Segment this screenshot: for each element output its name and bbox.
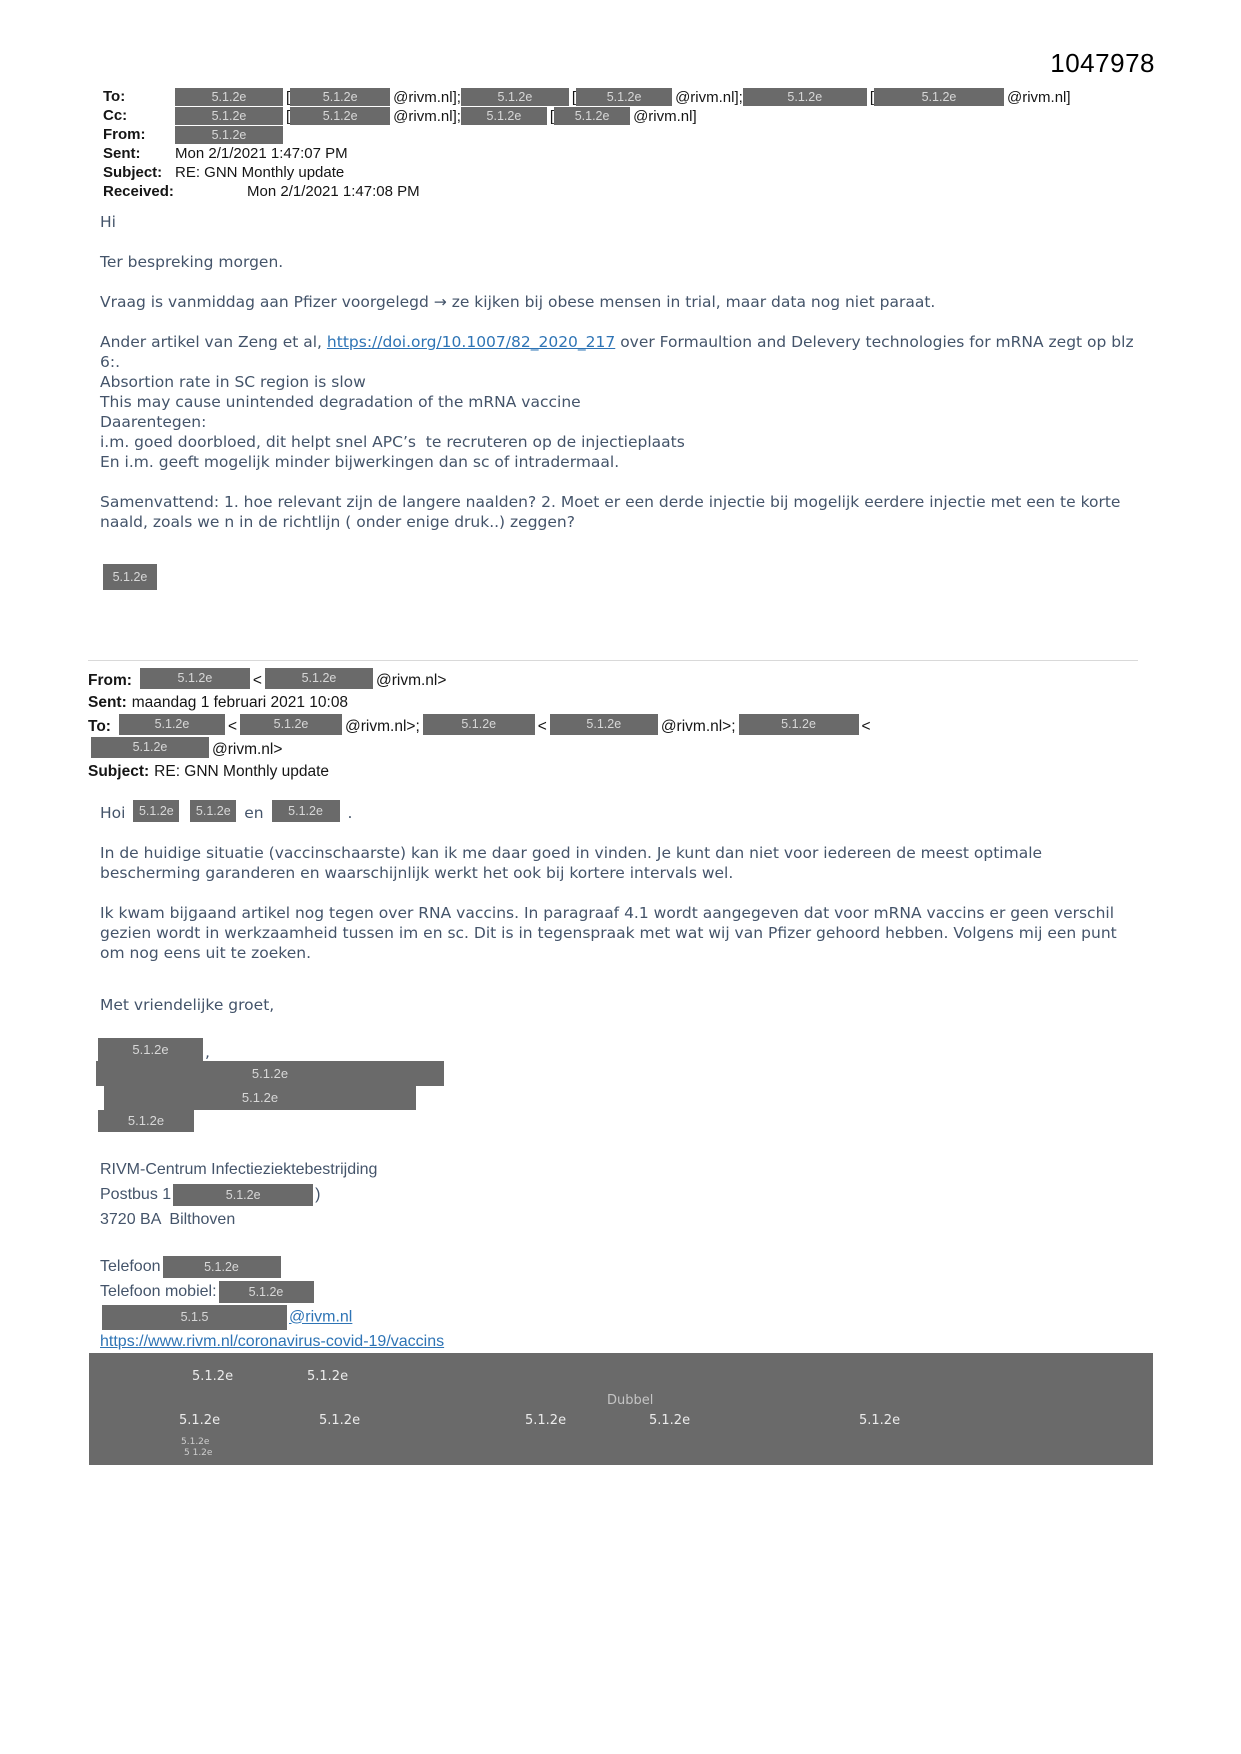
link[interactable]: @rivm.nl xyxy=(289,1308,353,1326)
text-run: Hi xyxy=(100,213,116,231)
redaction-box: 5.1.2e xyxy=(98,1110,194,1132)
signature-line xyxy=(100,1208,444,1233)
redaction-box: 5.1.2e xyxy=(98,1038,203,1061)
redaction-box: 5.1.2e xyxy=(554,107,630,125)
redaction-box: 5.1.2e xyxy=(240,714,342,735)
paragraph xyxy=(100,843,1145,883)
header-label-from: From: xyxy=(103,126,146,143)
text-run: @rivm.nl> xyxy=(212,741,283,758)
header-row-to xyxy=(88,714,958,760)
signature-redaction-row xyxy=(96,1038,444,1061)
redaction-box: 5.1.5 xyxy=(102,1305,287,1330)
banner-label: 5.1.2e xyxy=(181,1437,210,1447)
text-run: over Formaultion and Delevery technologies for mRNA zegt op blz 6:. xyxy=(100,333,1134,371)
email1-body xyxy=(100,212,1145,591)
redaction-box: 5.1.2e xyxy=(133,800,179,822)
text-run: Met vriendelijke groet, xyxy=(100,996,275,1014)
redaction-box: 5.1.2e xyxy=(175,88,283,106)
text-run: Ik kwam bijgaand artikel nog tegen over RNA vaccins. In paragraaf 4.1 wordt aangegeven dat voor mRNA vaccins er geen verschil gezien wordt in werkzaamheid tussen im en sc. Dit is in tegenspraak met wat wij van Pfizer gehoord hebben. Volgens mij een punt om nog eens uit te zoeken. xyxy=(100,904,1117,962)
paragraph xyxy=(100,903,1145,963)
header-label-to: To: xyxy=(88,718,111,735)
text-run: 3720 BA Bilthoven xyxy=(100,1210,236,1228)
text-run: en xyxy=(239,804,269,822)
header-row-subject xyxy=(88,761,958,782)
text-run: Absortion rate in SC region is slow xyxy=(100,373,366,391)
signature-line xyxy=(100,1305,444,1330)
paragraph xyxy=(100,995,1145,1015)
paragraph xyxy=(100,252,1145,272)
paragraph xyxy=(100,412,1145,432)
text-run: < xyxy=(537,718,547,735)
paragraph xyxy=(100,392,1145,412)
signature-redaction-row xyxy=(96,1110,444,1132)
text-run: @rivm.nl]; xyxy=(393,108,461,125)
redaction-box: 5.1.2e xyxy=(290,88,390,106)
redaction-box: 5.1.2e xyxy=(175,107,283,125)
banner-label: 5.1.2e xyxy=(307,1369,349,1384)
text-run: [ xyxy=(286,89,291,106)
paragraph xyxy=(100,492,1145,532)
header-label-cc: Cc: xyxy=(103,107,128,124)
redaction-box: 5.1.2e xyxy=(190,800,236,822)
text-run: @rivm.nl] xyxy=(1006,89,1071,106)
redaction-box: 5.1.2e xyxy=(175,126,283,144)
text-run: Ander artikel van Zeng et al, xyxy=(100,333,327,351)
text-run: In de huidige situatie (vaccinschaarste) kan ik me daar goed in vinden. Je kunt dan niet voor iedereen de meest optimale bescherming garanderen en waarschijnlijk werkt het ook bij kortere intervals wel. xyxy=(100,844,1043,882)
banner-label: 5.1.2e xyxy=(179,1413,221,1428)
text-run: . xyxy=(342,804,353,822)
header-row-from xyxy=(88,668,958,691)
signature-redaction-row xyxy=(96,1061,444,1086)
text-run: [ xyxy=(869,89,874,106)
email1-header xyxy=(103,88,1071,202)
text-run: Hoi xyxy=(100,804,131,822)
header-value-received: Mon 2/1/2021 1:47:08 PM xyxy=(247,183,420,200)
signature-line xyxy=(100,1330,444,1355)
banner-label: 5.1.2e xyxy=(525,1413,567,1428)
redaction-box: 5.1.2e xyxy=(550,714,658,735)
text-run: i.m. goed doorbloed, dit helpt snel APC’s te recruteren op de injectieplaats xyxy=(100,433,685,451)
text-run: Ter bespreking morgen. xyxy=(100,253,284,271)
redaction-box: 5.1.2e xyxy=(290,107,390,125)
redaction-box: 5.1.2e xyxy=(163,1256,281,1278)
header-value-cc xyxy=(175,107,697,125)
link[interactable]: https://www.rivm.nl/coronavirus-covid-19/vaccins xyxy=(100,1333,445,1351)
text-run: Samenvattend: 1. hoe relevant zijn de langere naalden? 2. Moet er een derde injectie bij mogelijk eerdere injectie met een te korte naald, zoals we n in de richtlijn ( onder enige druk..) zeggen? xyxy=(100,493,1121,531)
signature-line xyxy=(100,1255,444,1280)
banner-label: Dubbel xyxy=(607,1393,654,1408)
header-row-subject xyxy=(103,164,1071,183)
text-run: Postbus 1 xyxy=(100,1185,172,1203)
text-run: @rivm.nl>; xyxy=(660,718,736,735)
redaction-box: 5.1.2e xyxy=(874,88,1004,106)
header-label-to: To: xyxy=(103,88,126,105)
header-row-to xyxy=(103,88,1071,107)
redaction-box: 5.1.2e xyxy=(461,107,547,125)
header-label-received: Received: xyxy=(103,183,174,200)
redaction-box: 5.1.2e xyxy=(743,88,867,106)
header-value-subject: RE: GNN Monthly update xyxy=(154,763,330,780)
paragraph xyxy=(100,564,1145,591)
redaction-box: 5.1.2e xyxy=(119,714,225,735)
header-label-from: From: xyxy=(88,672,132,689)
redaction-box: 5.1.2e xyxy=(103,564,157,590)
signature-redaction-block xyxy=(96,1038,444,1132)
text-run: , xyxy=(205,1043,210,1061)
text-run: Telefoon mobiel: xyxy=(100,1282,217,1300)
text-run: Telefoon xyxy=(100,1257,161,1275)
email2-header xyxy=(88,668,958,783)
text-run: < xyxy=(861,718,871,735)
header-label-subject: Subject: xyxy=(88,763,150,780)
header-value-sent: Mon 2/1/2021 1:47:07 PM xyxy=(175,145,348,162)
paragraph xyxy=(100,432,1145,452)
text-run: [ xyxy=(571,89,577,106)
redaction-box: 5.1.2e xyxy=(272,800,340,822)
document-number: 1047978 xyxy=(1050,48,1155,78)
header-row-received xyxy=(103,183,1071,202)
text-run: RIVM-Centrum Infectieziektebestrijding xyxy=(100,1161,378,1178)
signature-redaction-row xyxy=(96,1086,444,1110)
signature-line xyxy=(100,1183,444,1208)
rivm-signature xyxy=(100,1158,444,1355)
header-row-cc xyxy=(103,107,1071,126)
header-value-from xyxy=(175,126,286,144)
redaction-box: 5.1.2e xyxy=(140,668,250,689)
redaction-box: 5.1.2e xyxy=(173,1184,313,1206)
header-label-subject: Subject: xyxy=(103,164,163,181)
text-run: @rivm.nl> xyxy=(375,672,447,689)
email2-body xyxy=(100,800,1145,1015)
text-run: Daarentegen: xyxy=(100,413,207,431)
header-value-from xyxy=(137,672,447,689)
text-run: < xyxy=(227,718,238,735)
header-row-from xyxy=(103,126,1071,145)
redaction-box: 5.1.2e xyxy=(91,737,209,758)
text-run: En i.m. geeft mogelijk minder bijwerkingen dan sc of intradermaal. xyxy=(100,453,620,471)
header-label-sent: Sent: xyxy=(88,694,127,711)
text-run xyxy=(182,804,187,822)
redaction-box: 5.1.2e xyxy=(104,1086,416,1110)
text-run: [ xyxy=(549,108,555,125)
header-value-subject: RE: GNN Monthly update xyxy=(175,164,345,181)
header-label-sent: Sent: xyxy=(103,145,141,162)
text-run: @rivm.nl]; xyxy=(675,89,743,106)
text-run: Vraag is vanmiddag aan Pfizer voorgelegd → ze kijken bij obese mensen in trial, maar data nog niet paraat. xyxy=(100,293,936,311)
text-run: ) xyxy=(315,1185,321,1203)
redaction-box: 5.1.2e xyxy=(423,714,535,735)
header-value-to xyxy=(88,718,871,758)
quoted-email-divider xyxy=(88,660,1138,661)
paragraph xyxy=(100,800,1145,823)
text-run: [ xyxy=(286,108,291,125)
header-row-sent xyxy=(88,692,958,713)
paragraph xyxy=(100,332,1145,372)
banner-label: 5.1.2e xyxy=(649,1413,691,1428)
header-row-sent xyxy=(103,145,1071,164)
signature-line xyxy=(100,1280,444,1305)
banner-label: 5.1.2e xyxy=(319,1413,361,1428)
text-run: @rivm.nl] xyxy=(633,108,697,125)
redaction-box: 5.1.2e xyxy=(96,1061,444,1086)
banner-label: 5.1.2e xyxy=(192,1369,234,1384)
header-value-to xyxy=(175,88,1071,106)
redaction-box: 5.1.2e xyxy=(739,714,859,735)
paragraph xyxy=(100,212,1145,232)
text-run: @rivm.nl>; xyxy=(345,718,420,735)
text-run: < xyxy=(252,672,262,689)
paragraph xyxy=(100,372,1145,392)
paragraph xyxy=(100,452,1145,472)
redaction-box: 5.1.2e xyxy=(576,88,672,106)
redaction-banner xyxy=(89,1353,1153,1465)
signature-line xyxy=(100,1158,444,1183)
banner-label: 5.1.2e xyxy=(859,1413,901,1428)
text-run: This may cause unintended degradation of the mRNA vaccine xyxy=(100,393,581,411)
link[interactable]: https://doi.org/10.1007/82_2020_217 xyxy=(326,333,616,351)
redaction-box: 5.1.2e xyxy=(461,88,569,106)
text-run: @rivm.nl]; xyxy=(393,89,461,106)
redaction-box: 5.1.2e xyxy=(219,1281,314,1303)
banner-label: 5 1.2e xyxy=(184,1448,213,1458)
header-value-sent: maandag 1 februari 2021 10:08 xyxy=(131,694,349,711)
paragraph xyxy=(100,292,1145,312)
redaction-box: 5.1.2e xyxy=(265,668,373,689)
